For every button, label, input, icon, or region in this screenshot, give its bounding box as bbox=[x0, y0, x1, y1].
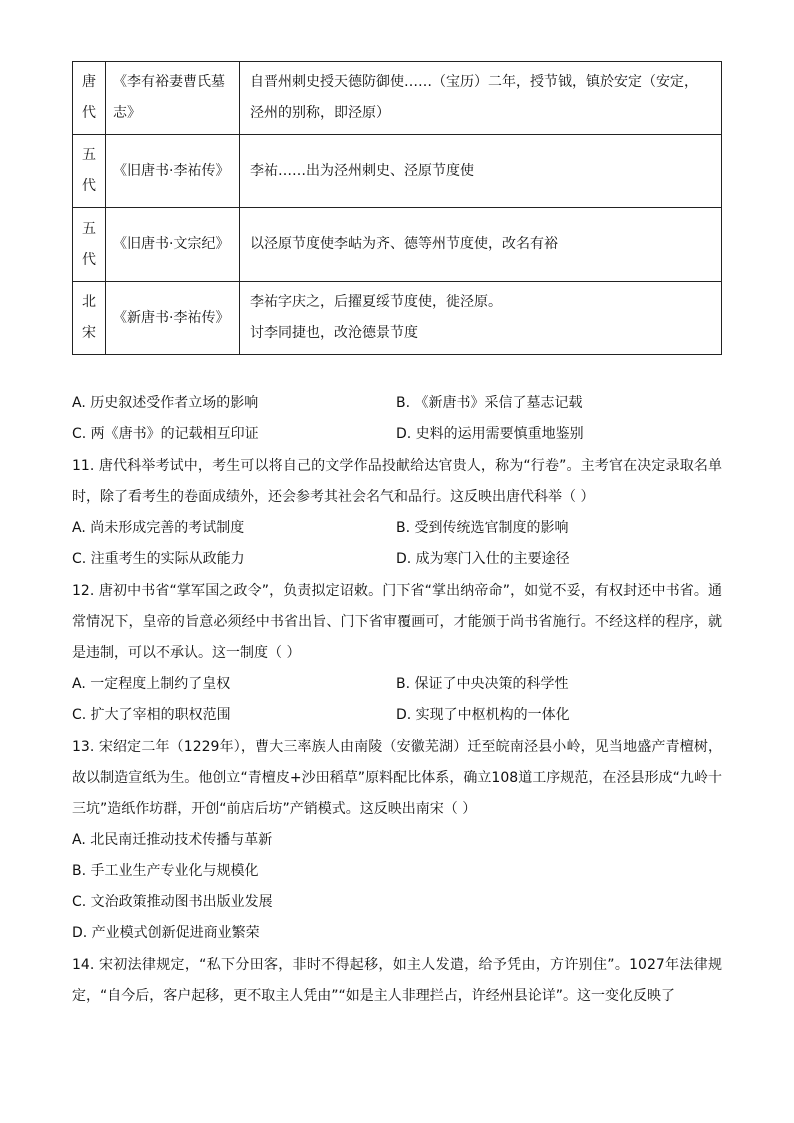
option-a: A. 历史叙述受作者立场的影响 bbox=[72, 395, 259, 411]
source-cell: 《旧唐书·李祐传》 bbox=[106, 135, 240, 208]
option-c: C. 两《唐书》的记载相互印证 bbox=[72, 426, 259, 442]
content-line: 讨李同捷也，改沧德景节度 bbox=[250, 325, 418, 341]
option-d: D. 实现了中枢机构的一体化 bbox=[396, 707, 570, 723]
option-c: C. 注重考生的实际从政能力 bbox=[72, 551, 245, 567]
table-row bbox=[73, 135, 722, 208]
era-cell: 五代 bbox=[73, 208, 106, 282]
content-cell: 以泾原节度使李岵为齐、德等州节度使，改名有裕 bbox=[240, 208, 722, 282]
era-cell: 北宋 bbox=[73, 282, 106, 355]
table-row bbox=[73, 62, 722, 135]
source-cell: 《李有裕妻曹氏墓志》 bbox=[106, 62, 240, 135]
content-line: 李祐字庆之，后擢夏绥节度使，徙泾原。 bbox=[250, 294, 502, 310]
option-c: C. 文治政策推动图书出版业发展 bbox=[72, 894, 273, 910]
question-stem: 14. 宋初法律规定，“私下分田客，非时不得起移，如主人发遣，给予凭由，方许别住”。1027年法律规定，“自今后，客户起移，更不取主人凭由”“如是主人非理拦占，许经州县论详”。这一变化反映了 bbox=[72, 957, 722, 1004]
source-table bbox=[72, 61, 722, 355]
option-c: C. 扩大了宰相的职权范围 bbox=[72, 707, 231, 723]
source-cell: 《新唐书·李祐传》 bbox=[106, 282, 240, 355]
option-b: B. 保证了中央决策的科学性 bbox=[396, 676, 569, 692]
option-d: D. 产业模式创新促进商业繁荣 bbox=[72, 925, 260, 941]
option-b: B. 《新唐书》采信了墓志记载 bbox=[396, 395, 583, 411]
content-cell bbox=[240, 282, 722, 355]
option-a: A. 北民南迁推动技术传播与革新 bbox=[72, 832, 273, 848]
option-a: A. 一定程度上制约了皇权 bbox=[72, 676, 231, 692]
question-stem: 11. 唐代科举考试中，考生可以将自己的文学作品投献给达官贵人，称为“行卷”。主考官在决定录取名单时，除了看考生的卷面成绩外，还会参考其社会名气和品行。这反映出唐代科举（ ） bbox=[72, 458, 722, 505]
era-cell: 五代 bbox=[73, 135, 106, 208]
content-cell: 李祐……出为泾州刺史、泾原节度使 bbox=[240, 135, 722, 208]
table-row bbox=[73, 208, 722, 282]
option-b: B. 手工业生产专业化与规模化 bbox=[72, 863, 259, 879]
era-cell: 唐代 bbox=[73, 62, 106, 135]
option-a: A. 尚未形成完善的考试制度 bbox=[72, 520, 245, 536]
source-cell: 《旧唐书·文宗纪》 bbox=[106, 208, 240, 282]
content-cell: 自晋州刺史授天德防御使……（宝历）二年，授节钺，镇於安定（安定，泾州的别称，即泾原） bbox=[240, 62, 722, 135]
option-b: B. 受到传统选官制度的影响 bbox=[396, 520, 569, 536]
option-d: D. 史料的运用需要慎重地鉴别 bbox=[396, 426, 584, 442]
question-stem: 13. 宋绍定二年（1229年），曹大三率族人由南陵（安徽芜湖）迁至皖南泾县小岭，见当地盛产青檀树，故以制造宣纸为生。他创立“青檀皮+沙田稻草”原料配比体系，确立108道工序规范，在泾县形成“九岭十三坑”造纸作坊群，开创“前店后坊”产销模式。这反映出南宋（ ） bbox=[72, 739, 722, 817]
question-stem: 12. 唐初中书省“掌军国之政令”，负责拟定诏敕。门下省“掌出纳帝命”，如觉不妥，有权封还中书省。通常情况下，皇帝的旨意必须经中书省出旨、门下省审覆画可，才能颁于尚书省施行。不经这样的程序，就是违制，可以不承认。这一制度（ ） bbox=[72, 583, 722, 661]
option-d: D. 成为寒门入仕的主要途径 bbox=[396, 551, 570, 567]
table-row bbox=[73, 282, 722, 355]
